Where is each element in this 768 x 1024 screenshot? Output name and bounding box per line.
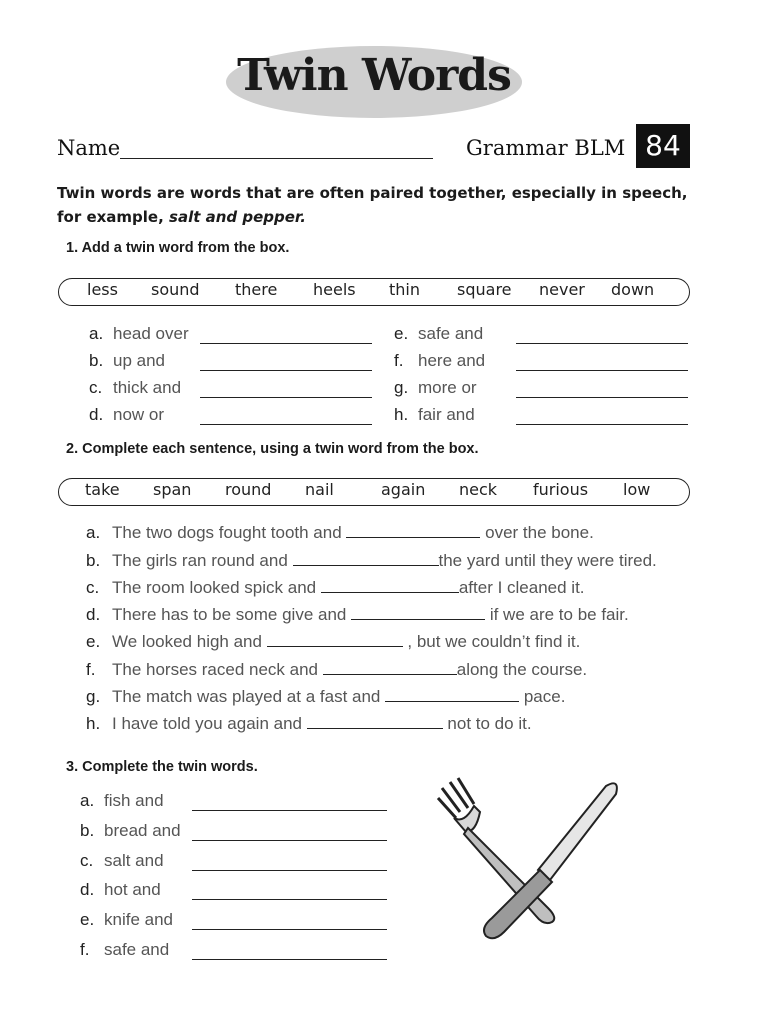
q1-box-word: never	[539, 280, 585, 299]
q1-item	[394, 405, 475, 425]
q1-box-word: down	[611, 280, 655, 299]
item-text: safe and	[418, 324, 484, 343]
answer-blank[interactable]	[192, 959, 387, 960]
item-letter: e.	[394, 324, 409, 343]
intro-example: salt and pepper.	[169, 208, 306, 226]
q1-item	[89, 324, 189, 344]
fork-icon	[438, 778, 554, 923]
q1-box-word: sound	[151, 280, 200, 299]
q2-box-word: low	[623, 480, 651, 499]
item-letter: c.	[80, 851, 94, 870]
q2-box-word: take	[85, 480, 120, 499]
name-field[interactable]	[120, 158, 433, 159]
sentence-end: pace.	[519, 687, 566, 706]
q2-box-word: neck	[459, 480, 498, 499]
q3-item	[80, 821, 181, 841]
answer-blank[interactable]	[516, 370, 688, 371]
item-letter: g.	[394, 378, 409, 397]
answer-blank[interactable]	[307, 714, 443, 729]
q2-sentence	[86, 632, 580, 652]
item-text: fair and	[418, 405, 475, 424]
answer-blank[interactable]	[192, 810, 387, 811]
q1-item	[89, 405, 164, 425]
item-letter: h.	[86, 714, 101, 733]
q2-sentence	[86, 551, 657, 571]
item-letter: h.	[394, 405, 409, 424]
item-letter: a.	[89, 324, 104, 343]
q1-item	[394, 324, 483, 344]
item-letter: g.	[86, 687, 101, 706]
sentence-end: , but we couldn’t find it.	[402, 632, 581, 651]
sentence-end: along the course.	[456, 660, 588, 679]
sentence-end: not to do it.	[442, 714, 532, 733]
answer-blank[interactable]	[516, 397, 688, 398]
name-label: Name	[57, 136, 121, 160]
item-letter: e.	[86, 632, 101, 651]
q1-box-word: square	[457, 280, 512, 299]
q1-item	[89, 378, 181, 398]
item-text: more or	[418, 378, 477, 397]
q1-item	[394, 378, 477, 398]
q1-item	[89, 351, 165, 371]
item-text: fish and	[104, 791, 164, 810]
blm-number-badge: 84	[636, 124, 690, 168]
q2-sentence	[86, 523, 594, 543]
q2-sentence	[86, 687, 565, 707]
answer-blank[interactable]	[192, 929, 387, 930]
answer-blank[interactable]	[346, 523, 480, 538]
intro-paragraph	[57, 181, 707, 229]
sentence-start: The horses raced neck and	[112, 660, 323, 679]
q1-item	[394, 351, 485, 371]
answer-blank[interactable]	[323, 660, 457, 675]
answer-blank[interactable]	[200, 424, 372, 425]
q3-heading: 3. Complete the twin words.	[66, 759, 258, 775]
item-letter: a.	[80, 791, 95, 810]
sentence-start: The room looked spick and	[112, 578, 321, 597]
sentence-start: The girls ran round and	[112, 551, 293, 570]
item-letter: d.	[89, 405, 104, 424]
q2-heading: 2. Complete each sentence, using a twin word from the box.	[66, 441, 479, 457]
q2-sentence	[86, 578, 585, 598]
item-text: safe and	[104, 940, 170, 959]
answer-blank[interactable]	[192, 899, 387, 900]
answer-blank[interactable]	[267, 632, 403, 647]
sentence-start: The two dogs fought tooth and	[112, 523, 347, 542]
q1-box-word: thin	[389, 280, 420, 299]
intro-text: Twin words are words that are often paired together, especially in speech, for example,	[57, 184, 688, 226]
item-text: salt and	[104, 851, 164, 870]
answer-blank[interactable]	[385, 687, 519, 702]
sentence-start: I have told you again and	[112, 714, 307, 733]
item-text: thick and	[113, 378, 182, 397]
item-text: here and	[418, 351, 486, 370]
answer-blank[interactable]	[516, 424, 688, 425]
item-letter: e.	[80, 910, 95, 929]
answer-blank[interactable]	[192, 870, 387, 871]
q1-box-word: there	[235, 280, 278, 299]
answer-blank[interactable]	[200, 397, 372, 398]
item-letter: f.	[86, 660, 96, 679]
item-letter: b.	[89, 351, 104, 370]
q3-item	[80, 910, 173, 930]
q2-box-word: furious	[533, 480, 589, 499]
q3-item	[80, 940, 169, 960]
q1-box-word: heels	[313, 280, 356, 299]
q3-item	[80, 791, 164, 811]
item-text: knife and	[104, 910, 173, 929]
item-letter: c.	[89, 378, 103, 397]
sentence-start: The match was played at a fast and	[112, 687, 386, 706]
item-letter: a.	[86, 523, 101, 542]
sentence-end: over the bone.	[480, 523, 594, 542]
knife-and-fork-illustration	[430, 772, 630, 952]
sentence-start: We looked high and	[112, 632, 267, 651]
answer-blank[interactable]	[200, 370, 372, 371]
answer-blank[interactable]	[351, 605, 485, 620]
q3-item	[80, 851, 164, 871]
sentence-start: There has to be some give and	[112, 605, 352, 624]
q2-box-word: again	[381, 480, 426, 499]
q2-word-box	[58, 478, 690, 506]
q1-word-box	[58, 278, 690, 306]
q1-box-word: less	[87, 280, 118, 299]
item-letter: c.	[86, 578, 100, 597]
answer-blank[interactable]	[200, 343, 372, 344]
q2-box-word: round	[225, 480, 272, 499]
q2-box-word: span	[153, 480, 192, 499]
item-text: up and	[113, 351, 165, 370]
answer-blank[interactable]	[516, 343, 688, 344]
blm-label: Grammar BLM	[466, 136, 626, 160]
item-text: head over	[113, 324, 189, 343]
item-text: hot and	[104, 880, 161, 899]
item-letter: b.	[86, 551, 101, 570]
answer-blank[interactable]	[321, 578, 459, 593]
answer-blank[interactable]	[293, 551, 439, 566]
page-title: Twin Words	[237, 50, 511, 101]
q2-sentence	[86, 660, 587, 680]
item-text: bread and	[104, 821, 181, 840]
item-letter: d.	[86, 605, 101, 624]
q2-box-word: nail	[305, 480, 334, 499]
item-letter: d.	[80, 880, 95, 899]
sentence-end: the yard until they were tired.	[438, 551, 657, 570]
q3-item	[80, 880, 161, 900]
item-text: now or	[113, 405, 165, 424]
q2-sentence	[86, 714, 532, 734]
sentence-end: if we are to be fair.	[485, 605, 629, 624]
q2-sentence	[86, 605, 629, 625]
answer-blank[interactable]	[192, 840, 387, 841]
item-letter: f.	[80, 940, 90, 959]
item-letter: b.	[80, 821, 95, 840]
q1-heading: 1. Add a twin word from the box.	[66, 240, 290, 256]
sentence-end: after I cleaned it.	[458, 578, 585, 597]
item-letter: f.	[394, 351, 404, 370]
